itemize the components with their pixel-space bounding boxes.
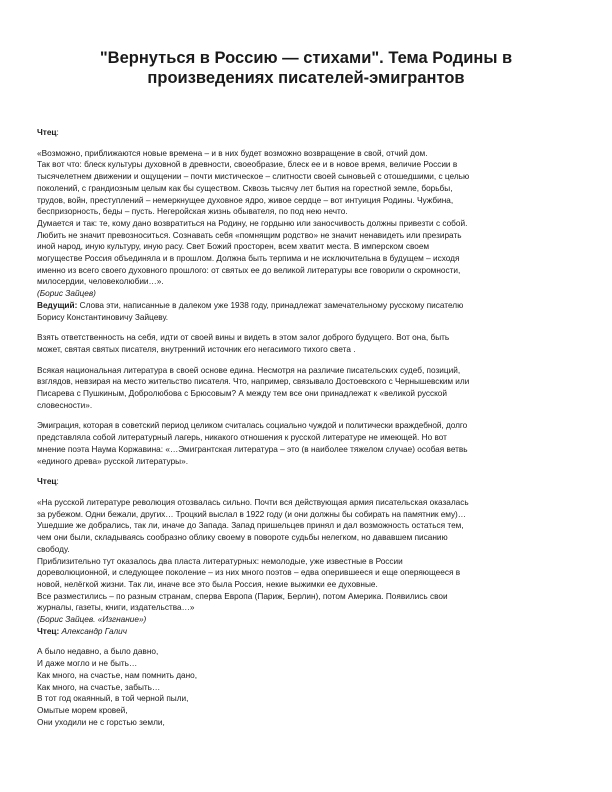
text-line: Приблизительно тут оказалось два пласта литературных: немолодые, уже известные в России <box>37 556 403 566</box>
text-line: представляла собой литературный лагерь, никакого отношения к русской литературе не имеющей. Но вот <box>37 433 447 443</box>
title-line-2: произведениях писателей-эмигрантов <box>147 69 465 87</box>
poem-line: Омытые морем кровей, <box>37 705 128 715</box>
paragraph <box>37 332 582 355</box>
text-line: за рубежом. Одни бежали, других… Троцкий выслал в 1922 году (и они должны бы собирать на памятник ему)… <box>37 509 466 519</box>
text-line: свободу. <box>37 544 70 554</box>
poem-line: И даже могло и не быть… <box>37 659 138 669</box>
text-line: Ушедшие же добрались, так ли, иначе до Запада. Запад пришельцев принял и дал возможность остаться тем, <box>37 521 464 531</box>
text-line: трудов, войн, преступлений – немеркнущее духовное ядро, живое сердце – вот интуиция Родины. Чужбина, <box>37 195 454 205</box>
poem-line: Они уходили не с горстью земли, <box>37 717 165 727</box>
text-line: новой, нелёгкой жизни. Так ли, иначе все это была Россия, некие выжимки ее духовные. <box>37 579 378 589</box>
quote-attribution: (Борис Зайцев. «Изгнание») <box>37 615 147 625</box>
paragraph <box>37 420 582 467</box>
page-title <box>40 48 572 88</box>
text-line: Писарева с Пушкиным, Добролюбова с Брюсовым? А между тем все они принадлежат к «великой русской <box>37 389 448 399</box>
poem-line: А было недавно, а было давно, <box>37 647 159 657</box>
poem-line: Как много, на счастье, нам помнить дано, <box>37 670 198 680</box>
text-line: «единого древа» русской литературы». <box>37 456 188 466</box>
speaker-label: Чтец: <box>37 128 59 137</box>
text-line: Все разместились – по разным странам, сперва Европа (Париж, Берлин), потом Америка. Появились свои <box>37 591 448 601</box>
text-line: «Возможно, приближаются новые времена – и в них будет возможно возвращение в свой, отчий дом. <box>37 148 428 158</box>
text-line: Всякая национальная литература в своей основе едина. Несмотря на различие писательских судеб, позиций, <box>37 365 461 375</box>
text-line: Ведущий: Слова эти, написанные в далеком уже 1938 году, принадлежат замечательному русскому писателю <box>37 300 464 310</box>
poem <box>37 646 582 728</box>
text-line: дореволюционной, и следующее поколение – из них много поэтов – едва оперившееся и еще оперяющееся в <box>37 568 461 578</box>
poet-name: Александр Галич <box>59 626 128 636</box>
document-body <box>37 127 582 728</box>
text-line: Любить не значит превозноситься. Сознавать себя «помнящим родство» не значит ненавидеть или презирать <box>37 230 462 240</box>
text-line: могуществе Россия объединяла и в прошлом. Должна быть терпима и не исключительна в будущем – исходя <box>37 254 460 264</box>
text-line: «На русской литературе революция отозвалась сильно. Почти вся действующая армия писательская оказалась <box>37 497 469 507</box>
speaker-label: Чтец: <box>37 477 59 487</box>
text-line: Думается и так: те, кому дано возвратиться на Родину, не гордыню или заносчивость должны привезти с собой. <box>37 218 468 228</box>
text-line: может, святая святых писателя, внутренний источник его негасимого тихого света . <box>37 344 356 354</box>
text-line: поколений, с грандиозным целым как бы существом. Сквозь тысячу лет бытия на горестной земле, борьбы, <box>37 183 453 193</box>
text-line: Взять ответственность на себя, идти от своей вины и видеть в этом залог доброго будущего. Вот она, быть <box>37 333 450 343</box>
text-line: Борису Константиновичу Зайцеву. <box>37 312 169 322</box>
text-line: милосердии, человеколюбии…». <box>37 277 164 287</box>
text-line: иной народ, иную культуру, иную расу. Свет Божий просторен, всем хватит места. В имперском своем <box>37 242 430 252</box>
text-line: Эмиграция, которая в советский период целиком считалась социально чуждой и политически враждебной, долго <box>37 421 468 431</box>
reader-quote <box>37 148 582 300</box>
text-line: Так вот что: блеск культуры духовной в древности, своеобразие, блеск ее и в новое время, величие России в <box>37 160 458 170</box>
paragraph <box>37 365 582 412</box>
host-paragraph <box>37 300 582 323</box>
text-line: беспризорность, беды – пусть. Негеройская жизнь обывателя, по под нею нечто. <box>37 207 348 217</box>
reader-quote <box>37 497 582 626</box>
poem-line: Как много, на счастье, забыть… <box>37 682 161 692</box>
text-line: именно из всего своего духовного прошлого: от святых ее до великой литературы все говорили о скромности, <box>37 265 461 275</box>
speaker-label: Ведущий: <box>37 300 78 310</box>
text-line: чем они были, складываясь сообразно облику своему в повороте судьбы нелегком, но дававшем писанию <box>37 533 448 543</box>
speaker-label: Чтец: Александр Галич <box>37 626 128 636</box>
text-line: журналы, газеты, книги, издательства…» <box>37 603 195 613</box>
text-line: взглядов, невзирая на место жительство писателя. Что, например, связывало Достоевского с Чернышевским или <box>37 377 470 387</box>
text-line: словесности». <box>37 400 93 410</box>
poem-line: В тот год окаянный, в той черной пыли, <box>37 694 189 704</box>
title-line-1: "Вернуться в Россию — стихами". Тема Родины в <box>99 49 513 67</box>
quote-attribution: (Борис Зайцев) <box>37 289 96 299</box>
text-line: мнение поэта Наума Коржавина: «…Эмигрантская литература – это (в наиболее тяжелом случае) особая ветвь <box>37 444 468 454</box>
text-line: тысячелетнем движении и ощущении – почти мистическое – слитности своей сыновьей с отошедшими, с целью <box>37 172 470 182</box>
